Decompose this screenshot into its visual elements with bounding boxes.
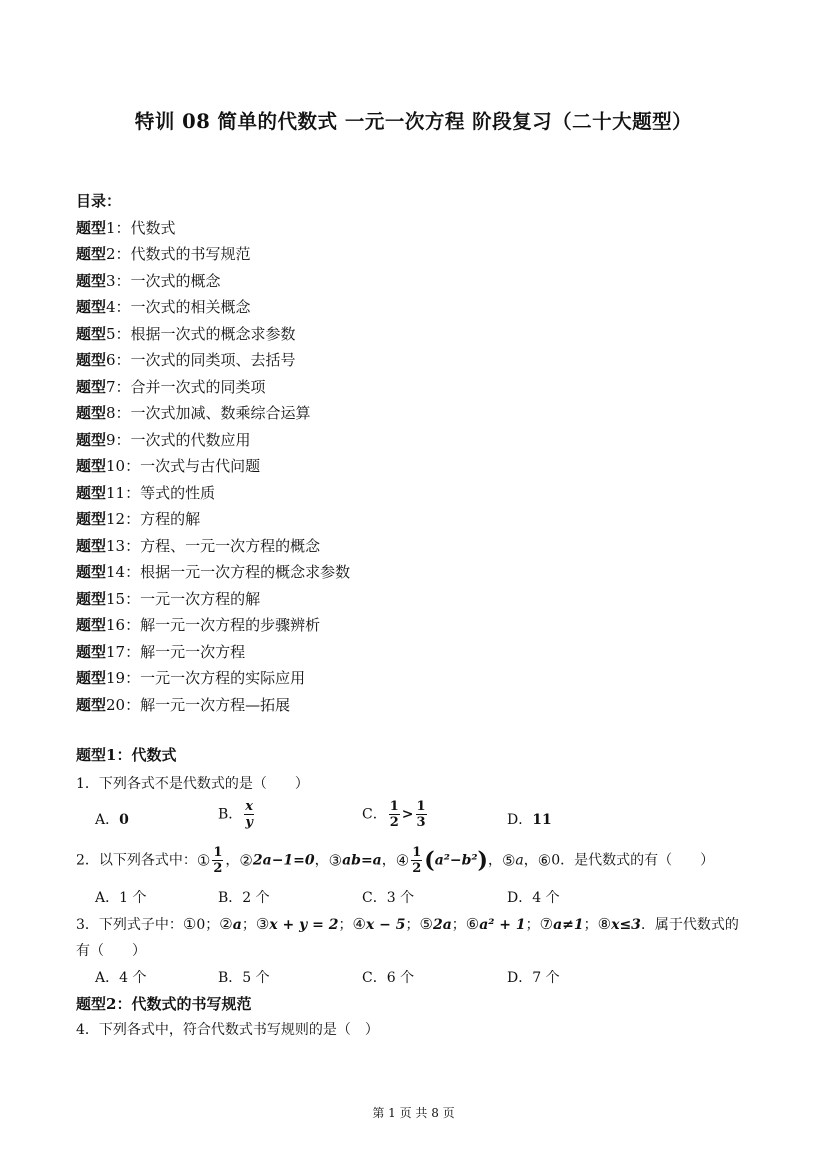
toc-item — [76, 321, 350, 348]
question-3-stem-continued: 有（ ） — [76, 943, 146, 959]
toc-item-text: 13：方程、一元一次方程的概念 — [106, 536, 321, 555]
toc-item-label: 题型 — [76, 404, 107, 422]
toc-item — [76, 427, 350, 454]
toc-item-text: 3：一次式的概念 — [106, 271, 221, 290]
q2-option-d: D．4 个 — [507, 890, 560, 906]
toc-item-label: 题型 — [76, 324, 107, 343]
toc-item-text: 7：合并一次式的同类项 — [106, 377, 266, 396]
toc-item-text: 16：解一元一次方程的步骤辨析 — [106, 616, 321, 634]
toc-item-text: 8：一次式加减、数乘综合运算 — [106, 404, 311, 422]
toc-item-label: 题型 — [76, 695, 107, 714]
toc-item-label: 题型 — [76, 589, 107, 608]
toc-item-text: 9：一次式的代数应用 — [106, 430, 251, 449]
toc-item-label: 题型 — [76, 298, 107, 316]
question-1-stem: 1．下列各式不是代数式的是（ ） — [76, 776, 309, 792]
toc-item — [76, 400, 350, 427]
toc-item-text: 17：解一元一次方程 — [106, 642, 246, 661]
toc-item-text: 19：一元一次方程的实际应用 — [106, 669, 306, 687]
toc-item — [76, 347, 350, 374]
toc-item-text: 20：解一元一次方程—拓展 — [106, 695, 291, 714]
page-title: 特训 08 简单的代数式 一元一次方程 阶段复习（二十大题型） — [134, 110, 693, 133]
toc-item — [76, 215, 350, 242]
toc-item-text: 6：一次式的同类项、去括号 — [106, 351, 296, 369]
question-4-stem: 4．下列各式中，符合代数式书写规则的是（ ） — [76, 1022, 379, 1038]
q2-option-c: C．3 个 — [362, 890, 415, 906]
toc-item-label: 题型 — [76, 510, 107, 528]
toc-item — [76, 665, 350, 692]
toc-item — [76, 374, 350, 401]
toc-item-label: 题型 — [76, 669, 107, 687]
toc-heading: 目录： — [76, 192, 122, 210]
q3-option-d: D．7 个 — [507, 970, 560, 986]
toc-item — [76, 268, 350, 295]
section-heading-2: 题型2：代数式的书写规范 — [76, 995, 252, 1013]
q1-option-c: C． $\frac{1}{2}$ > $\frac{1}{3}$ — [362, 799, 426, 830]
toc-item-text: 14：根据一元一次方程的概念求参数 — [106, 563, 351, 581]
section-heading-1: 题型1：代数式 — [76, 746, 177, 764]
toc-item — [76, 612, 350, 639]
q3-option-c: C．6 个 — [362, 970, 415, 986]
toc-item-label: 题型 — [76, 430, 107, 449]
toc-item — [76, 506, 350, 533]
page-footer: 第 1 页 共 8 页 — [372, 1106, 455, 1120]
toc-item-label: 题型 — [76, 218, 107, 237]
q1-option-b: B． $\frac{x}{y}$ — [218, 799, 254, 830]
toc-item — [76, 586, 350, 613]
toc-item-label: 题型 — [76, 457, 107, 475]
toc-item — [76, 241, 350, 268]
toc-item-text: 4：一次式的相关概念 — [106, 298, 251, 316]
toc-item — [76, 639, 350, 666]
q2-option-b: B．2 个 — [218, 890, 270, 906]
question-2-stem: 2．以下列各式中：① $\frac{1}{2}$ ，②2a−1=0，③ab=a，④ $\frac{1}{2}$ (a²−b²)，⑤a，⑥0．是代数式的有（ ） — [76, 845, 715, 876]
q1-option-a: A．0 — [95, 812, 129, 828]
q2-option-a: A．1 个 — [95, 890, 147, 906]
toc-item — [76, 294, 350, 321]
toc-item — [76, 692, 350, 719]
toc-item-label: 题型 — [76, 483, 107, 502]
toc-item-text: 1：代数式 — [106, 218, 176, 237]
toc-item-label: 题型 — [76, 536, 107, 555]
toc-item-text: 2：代数式的书写规范 — [106, 245, 251, 263]
toc-item-text: 15：一元一次方程的解 — [106, 589, 261, 608]
toc-item-text: 12：方程的解 — [106, 510, 201, 528]
toc-item-label: 题型 — [76, 377, 107, 396]
q1-option-d: D．11 — [507, 812, 552, 828]
toc-item-text: 5：根据一次式的概念求参数 — [106, 324, 296, 343]
toc-item-label: 题型 — [76, 271, 107, 290]
table-of-contents — [76, 188, 350, 718]
toc-item-label: 题型 — [76, 351, 107, 369]
toc-item-text: 11：等式的性质 — [106, 483, 216, 502]
toc-item-label: 题型 — [76, 245, 107, 263]
q3-option-b: B．5 个 — [218, 970, 270, 986]
toc-item — [76, 453, 350, 480]
toc-item-label: 题型 — [76, 642, 107, 661]
q3-option-a: A．4 个 — [95, 970, 147, 986]
toc-item — [76, 480, 350, 507]
toc-item-label: 题型 — [76, 616, 107, 634]
toc-item — [76, 559, 350, 586]
toc-item-label: 题型 — [76, 563, 107, 581]
question-3-stem: 3．下列式子中：①0；②a；③x + y = 2；④x − 5；⑤2a；⑥a² + 1；⑦a≠1；⑧x≤3．属于代数式的 — [76, 915, 739, 933]
toc-item-text: 10：一次式与古代问题 — [106, 457, 261, 475]
toc-list — [76, 215, 350, 719]
toc-item — [76, 533, 350, 560]
